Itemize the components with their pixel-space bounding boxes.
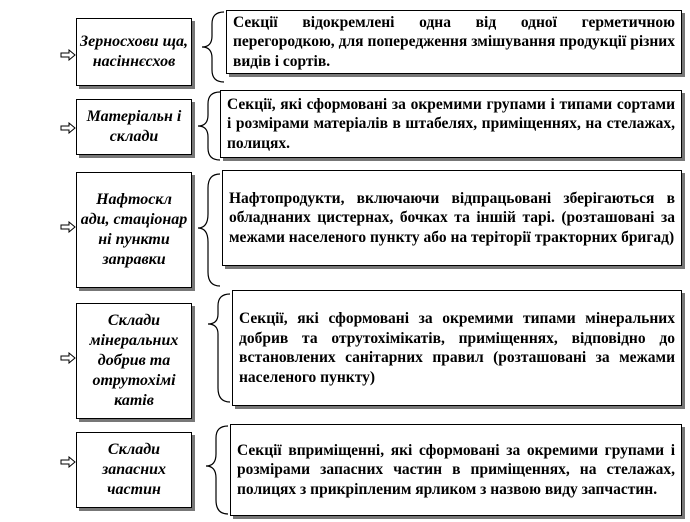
- brace-icon: [204, 424, 230, 516]
- description-box: [220, 90, 682, 158]
- category-box: [76, 172, 192, 288]
- description-text: Нафтопродукти, включаючи відпрацьовані зберігаються в обладнаних цистернах, бочках та іншій тарі. (розташовані за межами населеного пункту або на терiторiї тракторних бригад): [229, 189, 675, 246]
- arrow-icon: [60, 49, 76, 61]
- category-box: [76, 99, 192, 155]
- category-label: Зерносхови ща, насіннєсхов: [80, 33, 188, 70]
- description-box: [226, 10, 682, 74]
- category-label: Нафтоскл ади, стаціонар ні пункти заправки: [80, 191, 188, 268]
- description-text: Секції відокремлені одна від одної герметичною перегородкою, для попередження змішування продукції різних видів і сортів.: [233, 13, 675, 70]
- description-text: Секції, які сформовані за окремими групами і типами сортами і розмірами матеріалів в штабелях, приміщеннях, на стелажах, полицях.: [227, 95, 675, 152]
- description-box: [232, 290, 682, 406]
- description-text: Секції вприміщенні, які сформовані за окремими групами і розмірами запасних частин в приміщеннях, на стелажах, полицях з прикріпленим ярликом з назвою виду запчастин.: [237, 441, 675, 498]
- category-box: [76, 432, 192, 508]
- brace-icon: [196, 90, 222, 162]
- arrow-icon: [60, 122, 76, 134]
- arrow-icon: [60, 221, 76, 233]
- description-text: Секції, які сформовані за окремими типами мінеральних добрив та отрутохімікатів, приміщеннях, відповідно до встановлених санітарних правил (розташовані за межами населеного пункту): [239, 310, 675, 386]
- arrow-icon: [60, 352, 76, 364]
- category-box: [76, 18, 192, 86]
- description-box: [222, 170, 682, 266]
- category-box: [76, 303, 192, 419]
- brace-icon: [200, 10, 226, 84]
- brace-icon: [196, 172, 222, 288]
- description-box: [230, 424, 682, 516]
- category-label: Склади мінеральних добрив та отрутохімі катів: [89, 312, 179, 409]
- category-label: Склади запасних частин: [101, 441, 167, 498]
- brace-icon: [206, 292, 232, 404]
- category-label: Матеріальн і склади: [86, 108, 182, 145]
- arrow-icon: [60, 456, 76, 468]
